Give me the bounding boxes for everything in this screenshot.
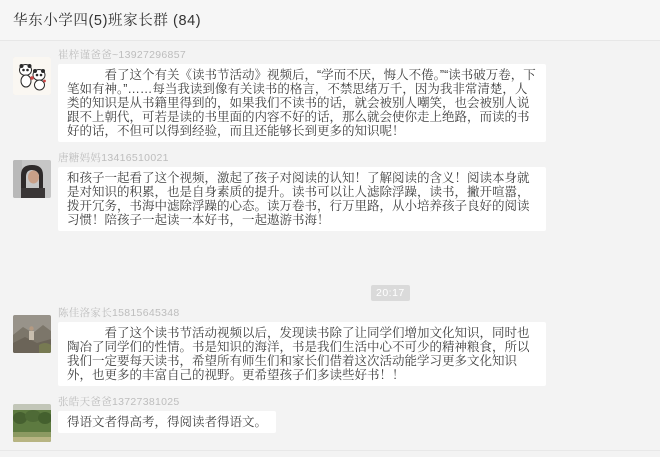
chat-message (13, 305, 660, 386)
bottom-divider (0, 450, 660, 451)
message-text: 看了这个有关《读书节活动》视频后，“学而不厌，悔人不倦。”“读书破万卷，下笔如有神。”……每当我读到像有关读书的格言，不禁思绪万千，因为我非常清楚，人类的知识是从书籍里得到的，如果我们不读书的话，就会被别人嘲笑，也会被别人说跟不上朝代，可若是读的书里面的内容不好的话，那么就会使你走上绝路，而读的书好的话，不但可以得到经验，而且还能够长到更多的知识呢！ (67, 68, 536, 138)
sender-name: 陈佳洛家长15815645348 (58, 307, 180, 319)
message-bubble[interactable] (58, 411, 276, 433)
group-chat-header (0, 0, 660, 41)
message-bubble[interactable] (58, 64, 546, 142)
timestamp-badge: 20:17 (371, 285, 410, 301)
message-bubble[interactable] (58, 322, 546, 386)
group-chat-title: 华东小学四(5)班家长群 (84) (13, 13, 202, 29)
message-text: 得语文者得高考，得阅读者得语文。 (67, 415, 268, 429)
sender-name: 张皓天爸爸13727381025 (58, 396, 180, 408)
panda-cartoon-avatar[interactable] (13, 57, 51, 95)
sender-name: 崔梓谨爸爸~13927296857 (58, 49, 186, 61)
chat-scroll-area[interactable] (0, 41, 660, 442)
chat-message (13, 47, 660, 142)
trees-photo-avatar[interactable] (13, 404, 51, 442)
sender-name: 唐糖妈妈13416510021 (58, 152, 169, 164)
message-text: 和孩子一起看了这个视频，激起了孩子对阅读的认知！了解阅读的含义！阅读本身就是对知识的积累，也是自身素质的提升。读书可以让人滤除浮躁，读书，撇开喧嚣，拨开冗务，书海中滤除浮躁的心态。读万卷书，行万里路，从小培养孩子良好的阅读习惯！陪孩子一起读一本好书，一起遨游书海！ (67, 171, 530, 227)
chat-message (13, 394, 660, 442)
message-text: 看了这个读书节活动视频以后，发现读书除了让同学们增加文化知识，同时也陶冶了同学们的性情。书是知识的海洋，书是我们生活中心不可少的精神粮食，所以我们一定要每天读书，希望所有师生们和家长们借着这次活动能学习更多文化知识外，也更多的丰富自己的视野。更希望孩子们多读些好书！！ (67, 326, 530, 382)
chat-message (13, 150, 660, 231)
message-bubble[interactable] (58, 167, 546, 231)
outdoor-photo-avatar[interactable] (13, 315, 51, 353)
time-row (13, 283, 660, 297)
woman-photo-avatar[interactable] (13, 160, 51, 198)
